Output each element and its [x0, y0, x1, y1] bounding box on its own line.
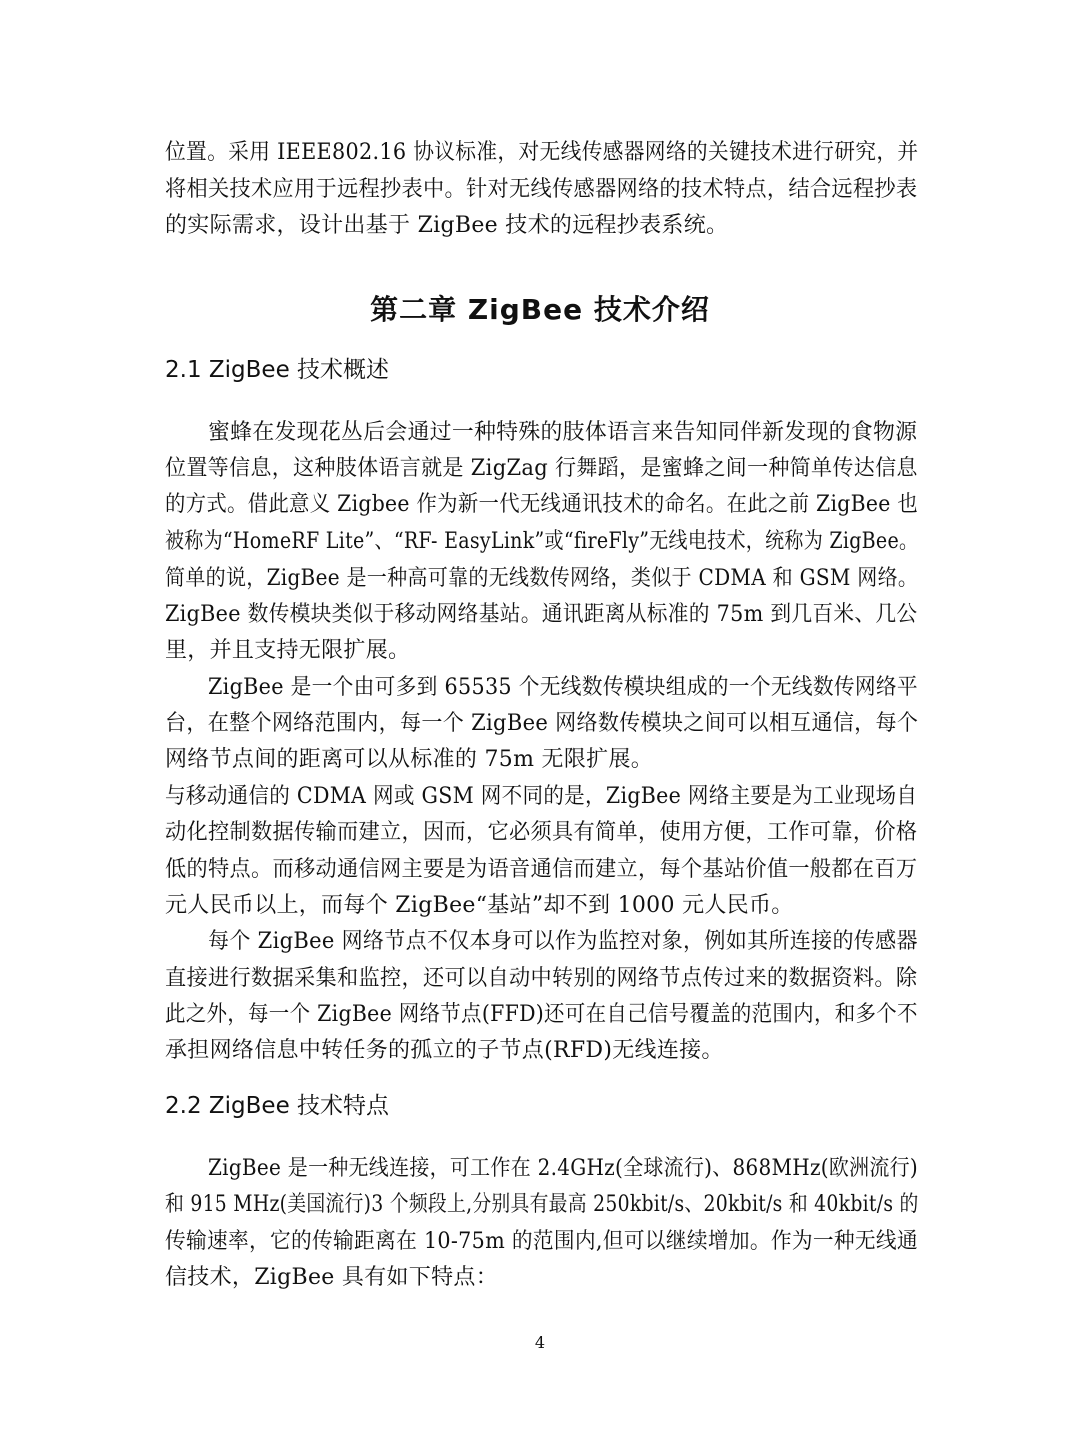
text-line: 里，并且支持无限扩展。	[165, 638, 411, 663]
text-line: 信技术，ZigBee 具有如下特点：	[165, 1265, 499, 1290]
text-line: 位置等信息，这种肢体语言就是 ZigZag 行舞蹈，是蜜蜂之间一种简单传达信息	[165, 456, 918, 481]
page-number: 4	[534, 1333, 546, 1352]
text-line: ZigBee 是一种无线连接，可工作在 2.4GHz(全球流行)、868MHz(欧洲流行)	[208, 1156, 918, 1181]
text-line: 传输速率，它的传输距离在 10-75m 的范围内,但可以继续增加。作为一种无线通	[165, 1229, 918, 1254]
text-line: 每个 ZigBee 网络节点不仅本身可以作为监控对象，例如其所连接的传感器	[208, 929, 918, 954]
text-line: 的方式。借此意义 Zigbee 作为新一代无线通讯技术的命名。在此之前 ZigBee 也	[165, 492, 919, 517]
text-line: 动化控制数据传输而建立，因而，它必须具有简单，使用方便，工作可靠，价格	[165, 820, 918, 845]
text-line: 网络节点间的距离可以从标准的 75m 无限扩展。	[165, 747, 654, 772]
text-line: 承担网络信息中转任务的孤立的子节点(RFD)无线连接。	[165, 1038, 724, 1063]
text-line: 直接进行数据采集和监控，还可以自动中转别的网络节点传过来的数据资料。除	[165, 966, 918, 991]
text-line: 蜜蜂在发现花丛后会通过一种特殊的肢体语言来告知同伴新发现的食物源	[208, 420, 918, 445]
text-line: ZigBee 是一个由可多到 65535 个无线数传模块组成的一个无线数传网络平	[208, 675, 918, 700]
section-title-2-1: 2.1 ZigBee 技术概述	[165, 357, 390, 383]
text-line: 和 915 MHz(美国流行)3 个频段上,分别具有最高 250kbit/s、20kbit/s 和 40kbit/s 的	[165, 1192, 919, 1217]
text-line: 被称为“HomeRF Lite”、“RF- EasyLink”或“fireFly”无线电技术，统称为 ZigBee。	[165, 529, 919, 554]
section-title-2-2: 2.2 ZigBee 技术特点	[165, 1093, 390, 1119]
text-line: 简单的说，ZigBee 是一种高可靠的无线数传网络，类似于 CDMA 和 GSM 网络。	[165, 566, 919, 591]
text-line: 此之外，每一个 ZigBee 网络节点(FFD)还可在自己信号覆盖的范围内，和多个不	[165, 1002, 918, 1027]
text-line: 元人民币以上，而每个 ZigBee“基站”却不到 1000 元人民币。	[165, 893, 794, 918]
text-line: 将相关技术应用于远程抄表中。针对无线传感器网络的技术特点，结合远程抄表	[165, 177, 918, 202]
text-line: 的实际需求，设计出基于 ZigBee 技术的远程抄表系统。	[165, 213, 729, 238]
text-line: ZigBee 数传模块类似于移动网络基站。通讯距离从标准的 75m 到几百米、几公	[165, 602, 918, 627]
text-line: 低的特点。而移动通信网主要是为语音通信而建立，每个基站价值一般都在百万	[165, 857, 918, 882]
chapter-title: 第二章 ZigBee 技术介绍	[370, 293, 710, 326]
text-line: 台，在整个网络范围内，每一个 ZigBee 网络数传模块之间可以相互通信，每个	[165, 711, 919, 736]
text-line: 位置。采用 IEEE802.16 协议标准，对无线传感器网络的关键技术进行研究，并	[165, 140, 919, 165]
text-line: 与移动通信的 CDMA 网或 GSM 网不同的是，ZigBee 网络主要是为工业现场自	[165, 784, 918, 809]
